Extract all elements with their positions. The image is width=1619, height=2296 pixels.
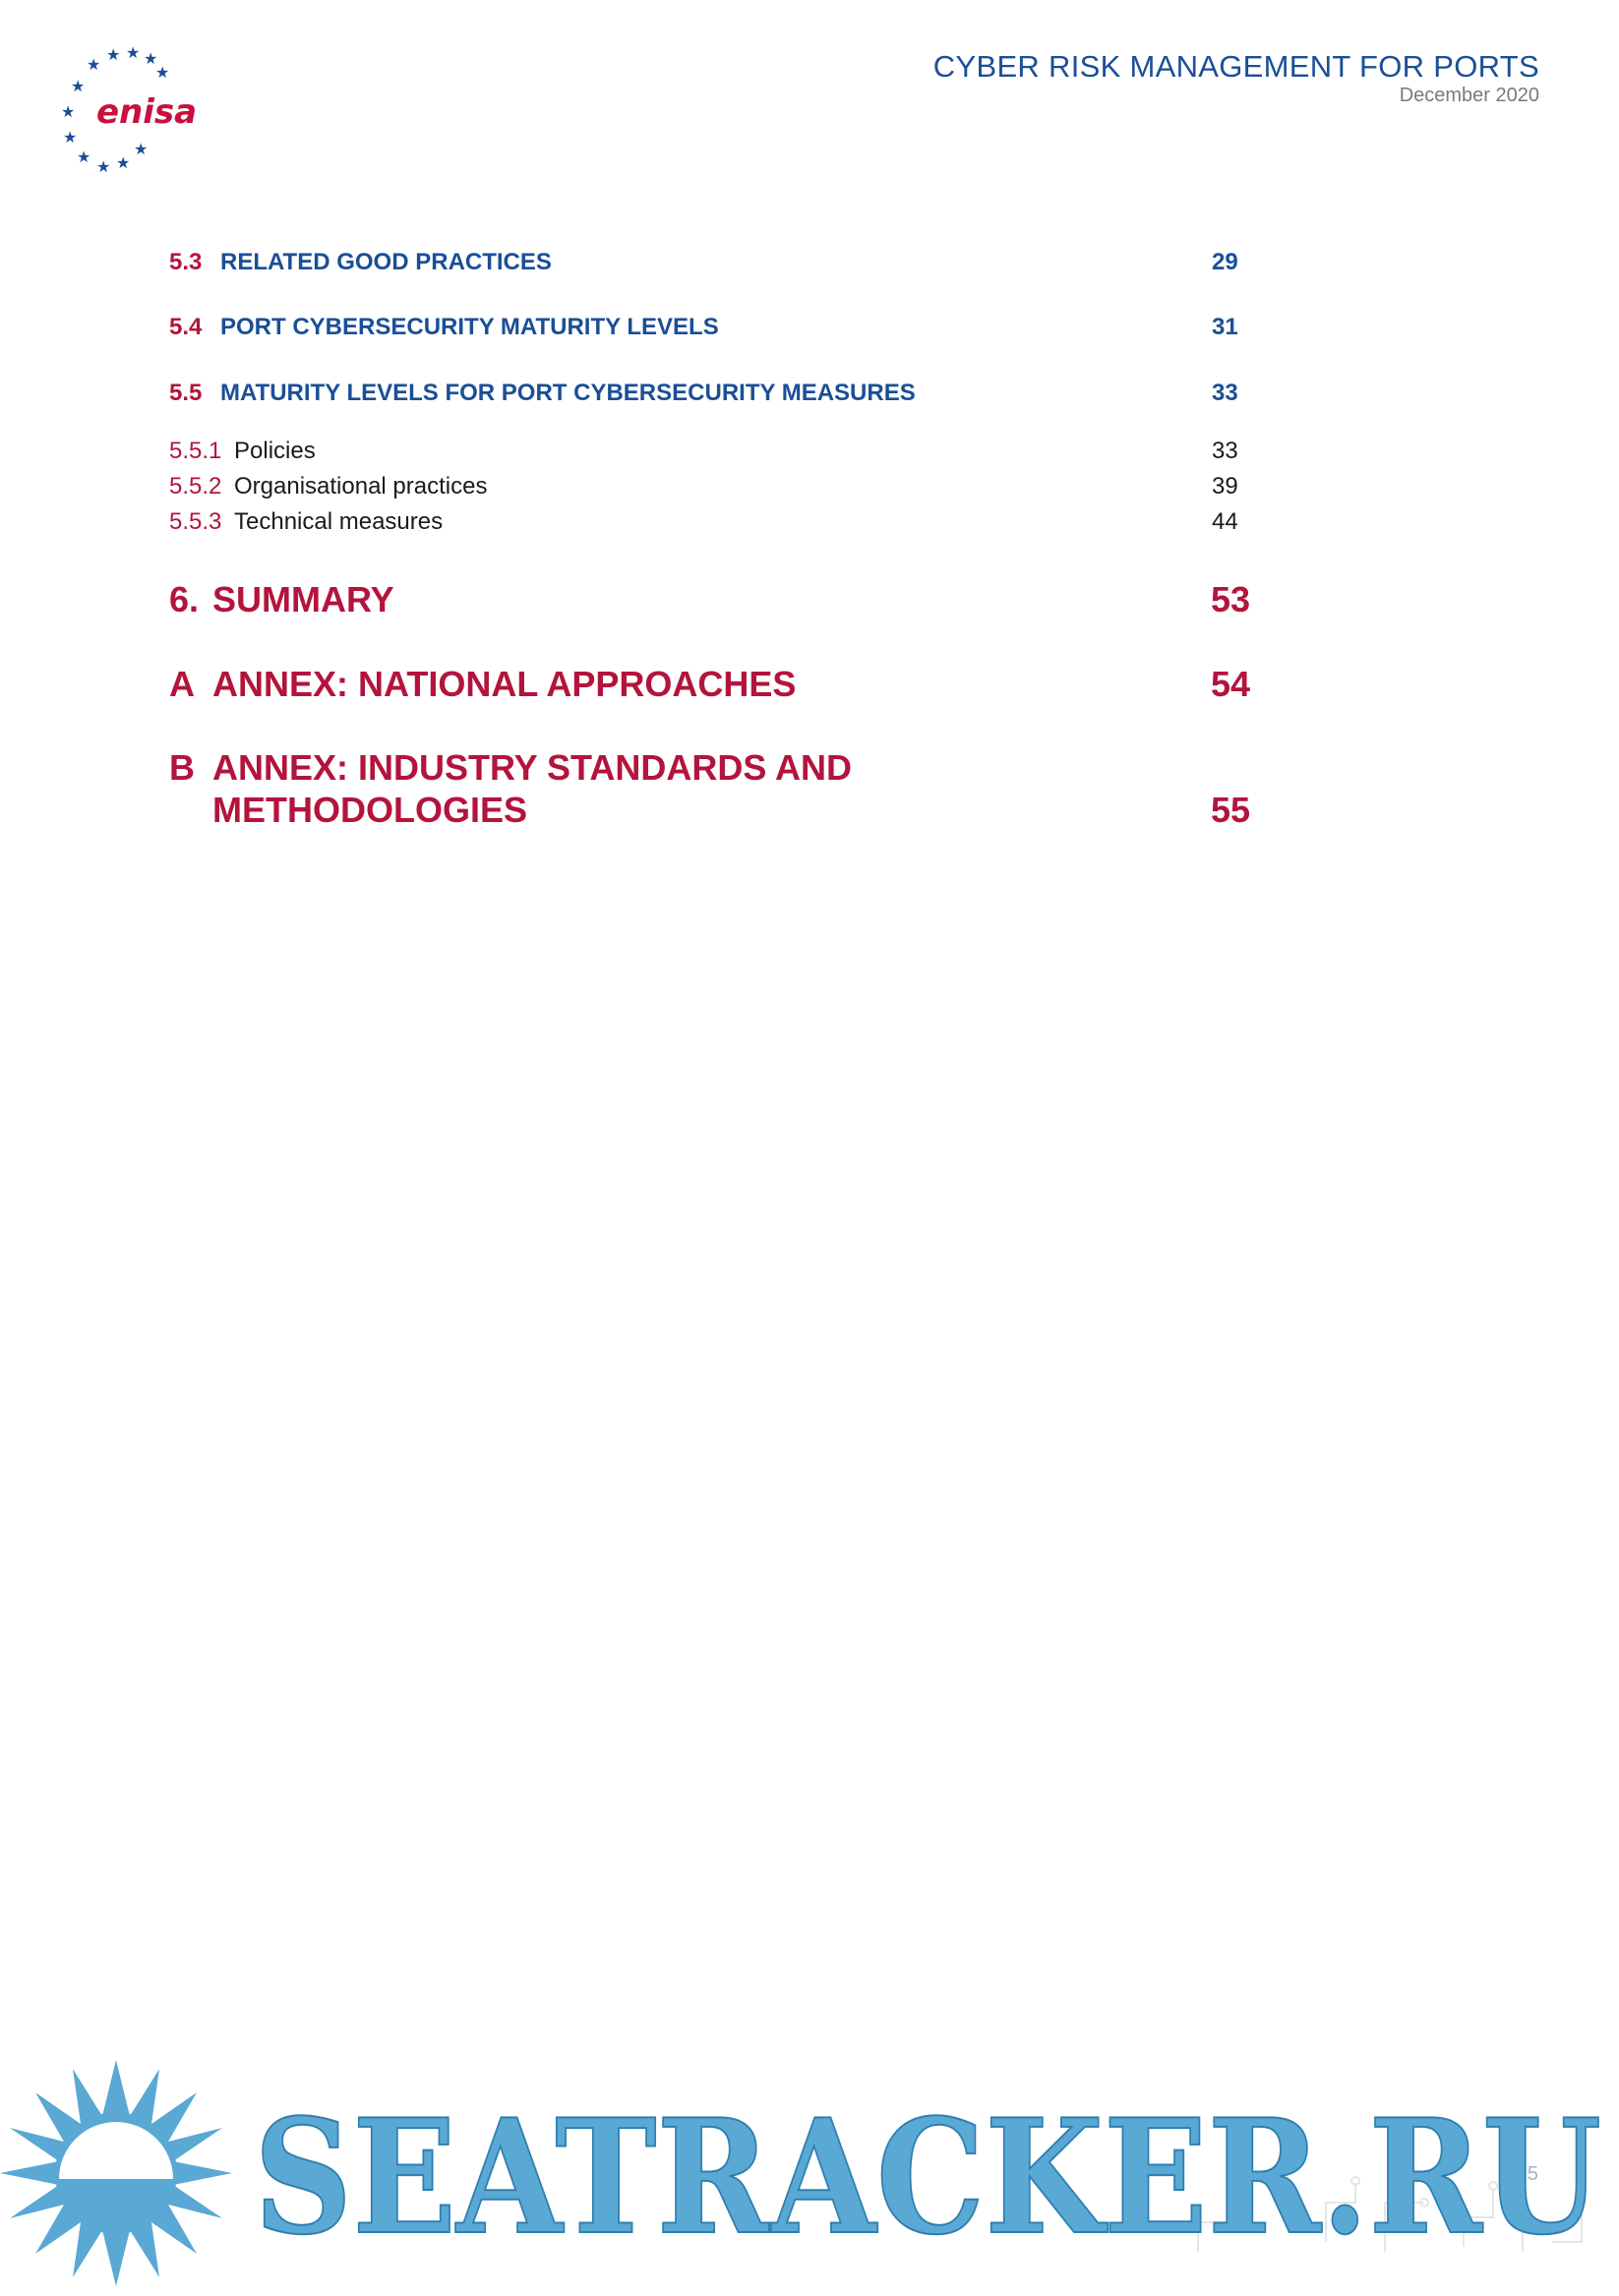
chapter-title: ANNEX: INDUSTRY STANDARDS AND xyxy=(212,747,853,788)
subsection-number: 5.5.1 xyxy=(169,438,222,464)
enisa-logo xyxy=(49,44,207,182)
toc-subsection-5-5-2[interactable] xyxy=(169,473,1251,500)
toc-chapter-annex-b[interactable] xyxy=(169,746,1251,831)
svg-text:★: ★ xyxy=(63,128,78,147)
section-page: 33 xyxy=(1212,380,1238,406)
svg-text:★: ★ xyxy=(87,55,101,74)
chapter-page: 53 xyxy=(1211,579,1251,619)
subsection-page: 33 xyxy=(1212,438,1238,464)
subsection-number: 5.5.2 xyxy=(169,473,222,500)
chapter-page: 54 xyxy=(1211,664,1251,704)
section-title: MATURITY LEVELS FOR PORT CYBERSECURITY MEASURES xyxy=(220,380,916,406)
subsection-number: 5.5.3 xyxy=(169,508,222,535)
chapter-number: 6. xyxy=(169,579,200,619)
svg-text:★: ★ xyxy=(144,49,158,68)
subsection-page: 44 xyxy=(1212,508,1238,535)
chapter-page: 55 xyxy=(1211,790,1251,830)
svg-text:★: ★ xyxy=(116,153,131,172)
section-title: PORT CYBERSECURITY MATURITY LEVELS xyxy=(220,314,719,340)
toc-chapter-summary[interactable] xyxy=(169,579,1251,620)
toc-chapter-annex-a[interactable] xyxy=(169,664,1251,705)
sun-logo-icon xyxy=(0,2055,241,2296)
section-number: 5.5 xyxy=(169,380,203,406)
section-title: RELATED GOOD PRACTICES xyxy=(220,249,552,275)
section-number: 5.4 xyxy=(169,314,203,340)
document-date: December 2020 xyxy=(1399,85,1539,106)
toc-subsection-5-5-1[interactable] xyxy=(169,438,1251,465)
watermark-text: SEATRACKER.RU xyxy=(254,2085,1601,2262)
chapter-title: SUMMARY xyxy=(212,579,394,619)
subsection-title: Technical measures xyxy=(234,508,444,535)
toc-subsection-5-5-3[interactable] xyxy=(169,508,1251,536)
toc-section-5-4[interactable] xyxy=(169,314,1251,341)
chapter-number: B xyxy=(169,747,195,788)
svg-text:★: ★ xyxy=(61,102,76,121)
page-number: 5 xyxy=(1527,2163,1538,2185)
toc-section-5-5[interactable] xyxy=(169,380,1251,407)
svg-text:★: ★ xyxy=(96,157,111,176)
seatracker-watermark xyxy=(254,2085,1601,2262)
document-title: CYBER RISK MANAGEMENT FOR PORTS xyxy=(932,49,1539,84)
section-number: 5.3 xyxy=(169,249,203,275)
chapter-title: ANNEX: NATIONAL APPROACHES xyxy=(212,664,797,704)
toc-section-5-3[interactable] xyxy=(169,249,1251,276)
chapter-title-line2: METHODOLOGIES xyxy=(212,790,528,830)
svg-text:★: ★ xyxy=(126,44,141,62)
subsection-page: 39 xyxy=(1212,473,1238,500)
svg-text:★: ★ xyxy=(134,140,149,158)
subsection-title: Policies xyxy=(234,438,316,464)
chapter-number: A xyxy=(169,664,195,704)
section-page: 31 xyxy=(1212,314,1238,340)
section-page: 29 xyxy=(1212,249,1238,275)
svg-text:★: ★ xyxy=(106,45,121,64)
subsection-title: Organisational practices xyxy=(234,473,488,500)
svg-text:★: ★ xyxy=(155,63,170,82)
logo-text: enisa xyxy=(96,92,198,132)
svg-text:★: ★ xyxy=(71,77,86,95)
svg-text:★: ★ xyxy=(77,147,91,166)
